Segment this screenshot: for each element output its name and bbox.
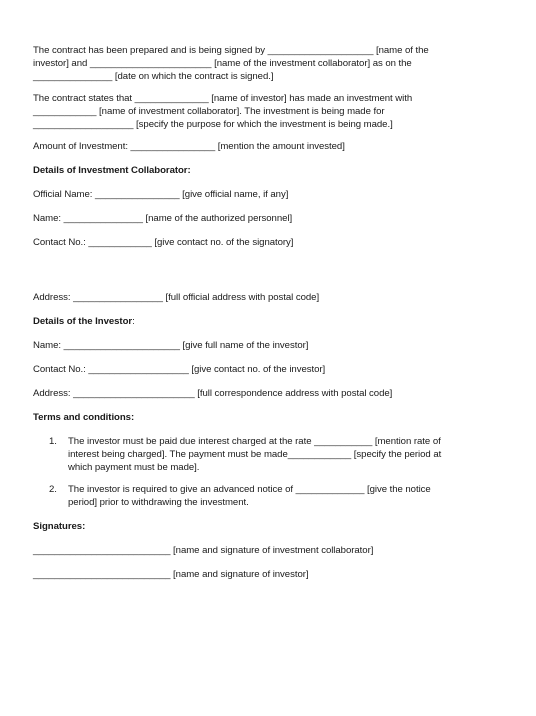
intro-line: investor] and _______________________ [name of the investment collaborator] as on the	[33, 58, 412, 69]
collaborator-name: Name: _______________ [name of the authorized personnel]	[33, 213, 293, 224]
investor-heading-text: Details of the Investor	[33, 316, 133, 327]
terms-item-number: 2.	[49, 484, 57, 495]
terms-item	[33, 435, 488, 474]
statement-line: ___________________ [specify the purpose for which the investment is being made.]	[33, 119, 393, 130]
terms-item-number: 1.	[49, 436, 57, 447]
intro-line: The contract has been prepared and is being signed by ____________________ [name of the	[33, 45, 429, 56]
terms-item-line: interest being charged]. The payment must be made____________ [specify the period at	[68, 449, 442, 460]
investor-contact: Contact No.: ___________________ [give contact no. of the investor]	[33, 364, 326, 375]
investor-name: Name: ______________________ [give full name of the investor]	[33, 340, 309, 351]
terms-heading: Terms and conditions:	[33, 412, 135, 423]
terms-item-line: which payment must be made].	[68, 462, 200, 473]
collaborator-heading: Details of Investment Collaborator:	[33, 165, 191, 176]
intro-line: _______________ [date on which the contract is signed.]	[33, 71, 274, 82]
investor-address: Address: _______________________ [full correspondence address with postal code]	[33, 388, 393, 399]
statement-paragraph	[33, 92, 488, 131]
terms-item-line: period] prior to withdrawing the investment.	[68, 497, 249, 508]
statement-line: The contract states that ______________ [name of investor] has made an investment with	[33, 93, 413, 104]
investor-heading	[33, 315, 488, 328]
terms-item-line: The investor is required to give an advanced notice of _____________ [give the notice	[68, 484, 431, 495]
statement-line: ____________ [name of investment collaborator]. The investment is being made for	[33, 106, 385, 117]
amount-field: Amount of Investment: ________________ [mention the amount invested]	[33, 141, 345, 152]
terms-item	[33, 483, 488, 509]
terms-item-line: The investor must be paid due interest charged at the rate ___________ [mention rate of	[68, 436, 441, 447]
terms-list	[33, 435, 488, 509]
signature-investor: __________________________ [name and signature of investor]	[33, 569, 309, 580]
investor-heading-colon: :	[132, 316, 135, 327]
blank-gap	[33, 260, 488, 291]
collaborator-address: Address: _________________ [full official address with postal code]	[33, 292, 320, 303]
collaborator-contact: Contact No.: ____________ [give contact no. of the signatory]	[33, 237, 294, 248]
intro-paragraph	[33, 44, 488, 83]
signatures-heading: Signatures:	[33, 521, 86, 532]
collaborator-official-name: Official Name: ________________ [give official name, if any]	[33, 189, 289, 200]
signature-collaborator: __________________________ [name and signature of investment collaborator]	[33, 545, 374, 556]
